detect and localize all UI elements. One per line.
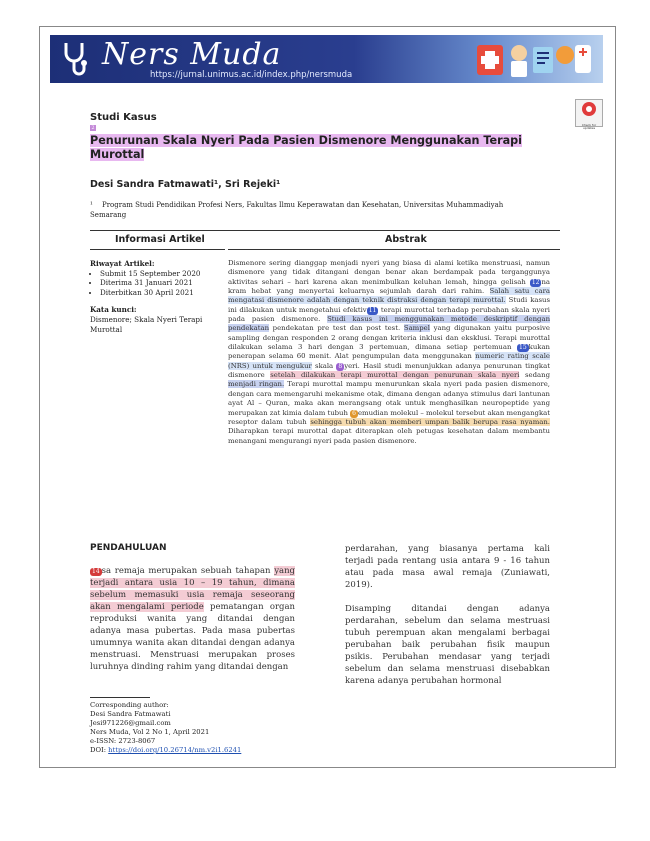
history-received: • Diterima 31 Januari 2021 (100, 278, 225, 288)
annotation-badge: 11 (368, 306, 377, 314)
history-published: • Diterbitkan 30 April 2021 (100, 288, 225, 298)
abstract-seg: skala (311, 361, 337, 370)
divider-abstract (228, 249, 560, 250)
keywords-label: Kata kunci: (90, 305, 137, 315)
history-list (90, 269, 225, 298)
footer-divider (90, 697, 150, 698)
abstract-seg: yang digunakan yaitu purposive sampling dengan responden 2 orang dengan kriteria inklusi dan eksklusi. Terapi murottal dilakukan selama 3 hari dengan 3 pertemuan, dimana setiap pertemuan (228, 324, 550, 352)
divider-top (90, 230, 560, 231)
crossmark-icon (576, 100, 602, 120)
corr-name: Desi Sandra Fatmawati (90, 710, 171, 718)
abstract-seg: yeri. Hasil studi menunjukkan adanya penurunan tingkat dismenore (228, 361, 550, 380)
annotation-badge: 8 (338, 362, 343, 370)
abstract-highlight: menjadi ringan. (228, 380, 285, 389)
abstract-seg: terapi murottal terhadap perubahan skala nyeri pada pasien dismenore. (228, 305, 550, 324)
crossmark-label: Check for updates (581, 123, 597, 130)
doi-line (90, 746, 350, 755)
corresponding-footer (90, 701, 350, 755)
keywords-text: Dismenore; Skala Nyeri Terapi Murottal (90, 314, 203, 334)
stethoscope-logo-icon (58, 39, 90, 79)
abstract-text (228, 259, 550, 446)
affiliation-sup: ¹ (90, 201, 93, 209)
abstract-seg: na kram hebat yang menyertai keluarnya sejumlah darah dari rahim. (228, 277, 550, 296)
abstract-seg: kukan penerapan selama 60 menit. Alat pengumpulan data menggunakan (228, 343, 550, 361)
intro-seg: pematangan organ reproduksi wanita yang ditandai dengan adanya masa pubertas. Pada masa pubertas umumnya wanita akan ditandai dengan adanya menstruasi. Menstruasi merupakan proses luruhnya dinding rahim yang ditandai dengan (90, 602, 295, 672)
journal-issn: e-ISSN: 2723-8067 (90, 737, 156, 745)
abstract-heading: Abstrak (385, 234, 427, 245)
annotation-badge: 6 (352, 409, 356, 417)
abstract-seg: Studi kasus ini dilakukan untuk mengetahui efektiv (228, 296, 550, 314)
doi-link[interactable]: https://doi.org/10.26714/nm.v2i1.6241 (108, 746, 242, 754)
abstract-seg: Diharapkan terapi murottal dapat diterapkan oleh petugas kesehatan dalam membantu menangani mengurangi nyeri pada pasien dismenore. (228, 427, 550, 445)
intro-seg: sa remaja merupakan sebuah tahapan (101, 566, 275, 576)
article-title-text: Penurunan Skala Nyeri Pada Pasien Dismenore Menggunakan Terapi Murottal (90, 134, 523, 161)
doi-label: DOI: (90, 746, 109, 754)
intro-column-right-p1: perdarahan, yang biasanya pertama kali terjadi pada rentang usia antara 9 - 16 tahun atau pada masa awal remaja (Zuniawati, 2019). (345, 544, 550, 590)
abstract-highlight: sehingga tubuh akan memberi umpan balik berupa rasa nyaman. (310, 417, 550, 426)
abstract-highlight: Salah satu cara mengatasi dismenore adalah dengan teknik distraksi dengan terapi murottal. (228, 287, 550, 305)
abstract-highlight: Sampel (403, 324, 430, 333)
intro-column-left (90, 565, 295, 673)
annotation-badge: 12 (531, 278, 540, 286)
abstract-seg: Terapi murottal mampu menurunkan skala nyeri pada pasien dismenore, dengan cara memengaruhi mekanisme otak, dimana dengan adanya stimulus dari lantunan ayat Al – Quran, maka akan merangsang otak untuk menghasilkan neuropeptide yang merupakan zat kimia dalam tubuh (228, 380, 550, 417)
journal-banner (50, 35, 603, 83)
history-submit: • Submit 15 September 2020 (100, 269, 225, 279)
abstract-highlight: setelah dilakukan terapi murottal dengan penurunan skala nyeri (270, 371, 520, 380)
article-title (90, 134, 530, 162)
affiliation (90, 200, 510, 220)
crossmark-badge[interactable] (575, 99, 603, 130)
abstract-seg: emudian molekul – molekul tersebut akan mengangkat reseptor dalam tubuh (228, 408, 551, 426)
affiliation-text: Program Studi Pendidikan Profesi Ners, Fakultas Ilmu Keperawatan dan Kesehatan, Universitas Muhammadiyah Semarang (90, 201, 504, 219)
journal-name: Ners Muda (102, 37, 282, 72)
annotation-badge: 15 (519, 344, 527, 352)
intro-column-right-p2: Disamping ditandai dengan adanya perdarahan, sebelum dan selama mestruasi tubuh perempuan akan mengalami berbagai perubahan baik perubahan fisik maupun psikis. Perubahan mendasar yang terjadi sebelum dan selama menstruasi disebabkan karena adanya perubahan hormonal (345, 604, 550, 686)
corr-label: Corresponding author: (90, 701, 169, 709)
abstract-highlight: Studi kasus ini menggunakan metode deskriptif dengan pendekatan (228, 315, 551, 333)
title-marker-number: 2 (91, 125, 95, 131)
info-heading: Informasi Artikel (115, 234, 205, 245)
corr-email[interactable]: Jesi971226@gmail.com (90, 719, 171, 727)
title-marker (90, 125, 96, 131)
article-authors: Desi Sandra Fatmawati¹, Sri Rejeki¹ (90, 179, 281, 190)
divider-info (90, 249, 225, 250)
abstract-seg: sedang (519, 371, 550, 380)
intro-heading: PENDAHULUAN (90, 543, 167, 553)
intro-highlight: yang terjadi antara usia 10 – 19 tahun, dimana sebelum memasuki usia remaja seseorang akan mengalami periode (90, 566, 295, 612)
journal-volume: Ners Muda, Vol 2 No 1, April 2021 (90, 728, 210, 736)
abstract-seg: Dismenore sering dianggap menjadi nyeri yang biasa di alami ketika menstruasi, namun dismenore yang tidak ditangani dengan benar akan berdampak pada terganggunya aktivitas sehari – hari karena akan menimbulkan keluhan lemah, hingga gelisah (228, 259, 550, 286)
healthcare-illustration-icon (475, 39, 595, 79)
paper-page (39, 26, 616, 768)
article-info (90, 259, 225, 334)
history-label: Riwayat Artikel: (90, 259, 155, 268)
journal-url[interactable]: https://jurnal.unimus.ac.id/index.php/nersmuda (150, 70, 353, 80)
abstract-highlight: numeric rating scale (NRS) untuk mengukur (228, 352, 551, 370)
annotation-badge: 14 (92, 568, 100, 575)
abstract-seg: pendekatan pre test dan post test. (269, 324, 404, 333)
article-category: Studi Kasus (90, 112, 157, 123)
